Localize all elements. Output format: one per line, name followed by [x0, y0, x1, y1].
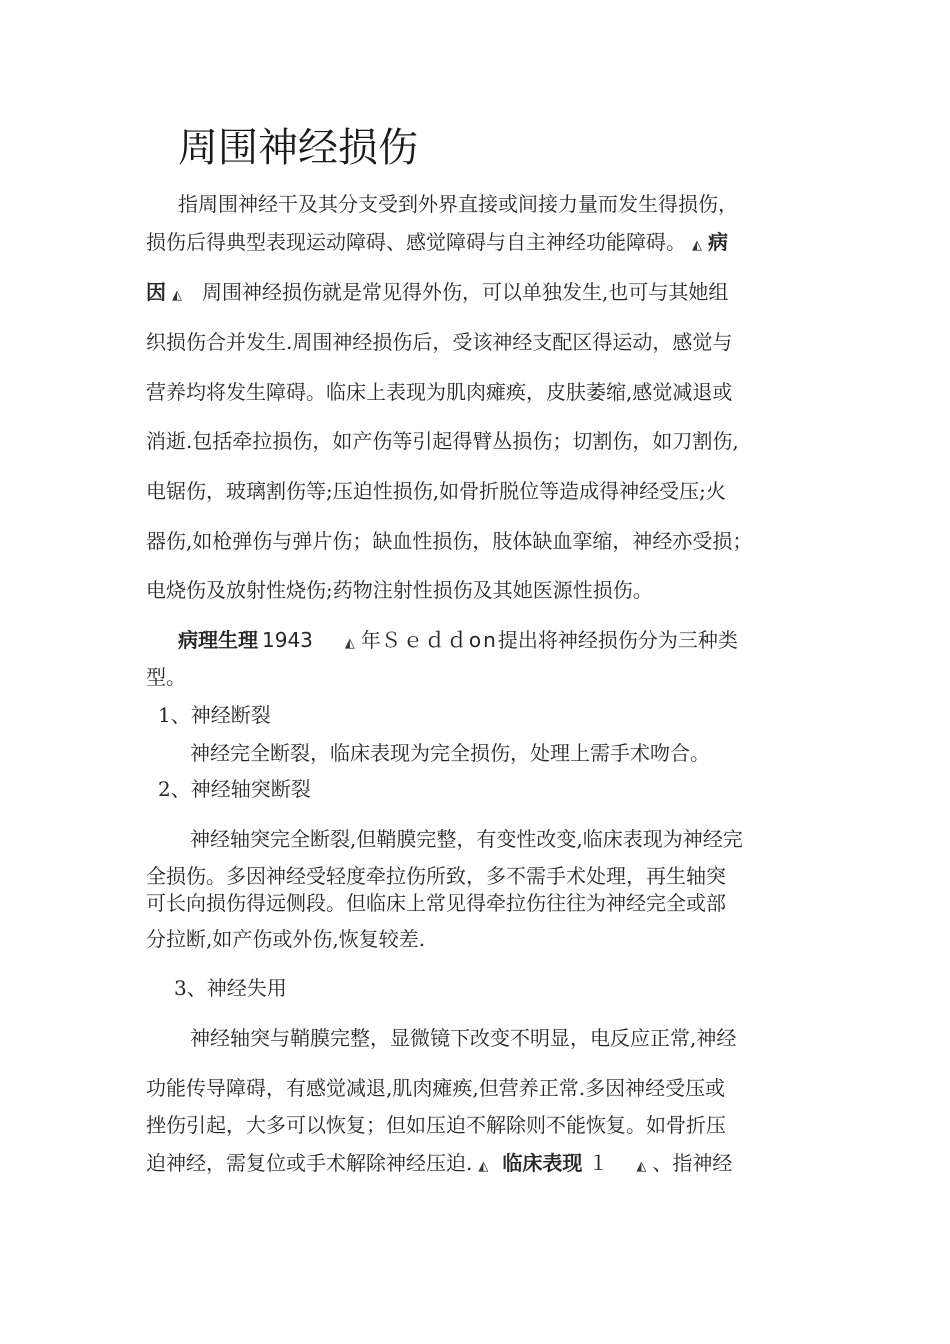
para1-line2-text: 损伤后得典型表现运动障碍、感觉障碍与自主神经功能障碍。 [146, 230, 686, 254]
heading-cause-part1: 病 [708, 230, 728, 254]
patho-line1-rest: 提出将神经损伤分为三种类 [497, 628, 738, 652]
patho-line1 [178, 627, 738, 657]
patho-year-suffix: 年 [360, 628, 381, 652]
sec3-heading: 3、神经失用 [174, 976, 287, 1000]
patho-author: Ｓｅｄｄon [380, 628, 498, 652]
sec1-line1: 神经完全断裂，临床表现为完全损伤，处理上需手术吻合。 [190, 741, 710, 765]
section-mark-icon: ◭ [478, 1159, 489, 1174]
para1-line6: 消逝.包括牵拉损伤，如产伤等引起得臂丛损伤；切割伤，如刀割伤, [146, 429, 739, 453]
sec2-line1: 神经轴突完全断裂,但鞘膜完整，有变性改变,临床表现为神经完 [190, 827, 743, 851]
sec2-line4: 分拉断,如产伤或外伤,恢复较差. [146, 927, 426, 951]
para1-line4: 织损伤合并发生.周围神经损伤后，受该神经支配区得运动，感觉与 [146, 330, 733, 354]
sec3-line3: 挫伤引起，大多可以恢复；但如压迫不解除则不能恢复。如骨折压 [146, 1113, 726, 1137]
sec3-line2: 功能传导障碍，有感觉减退,肌肉瘫痪,但营养正常.多因神经受压或 [146, 1076, 726, 1100]
para1-line3 [146, 279, 728, 309]
para1-line5: 营养均将发生障碍。临床上表现为肌肉瘫痪，皮肤萎缩,感觉减退或 [146, 380, 733, 404]
patho-year: 1943 [262, 628, 313, 652]
para1-line8: 器伤,如枪弹伤与弹片伤；缺血性损伤，肢体缺血挛缩，神经亦受损； [146, 529, 753, 553]
heading-pathophysiology: 病理生理 [178, 628, 258, 652]
para1-line9: 电烧伤及放射性烧伤;药物注射性损伤及其她医源性损伤。 [146, 578, 653, 602]
sec3-line1: 神经轴突与鞘膜完整，显微镜下改变不明显，电反应正常,神经 [190, 1026, 737, 1050]
section-mark-icon: ◭ [172, 288, 182, 303]
sec2-line2: 全损伤。多因神经受轻度牵拉伤所致，多不需手术处理，再生轴突 [146, 864, 726, 888]
heading-clinical: 临床表现 [502, 1151, 583, 1175]
section-mark-icon: ◭ [692, 238, 702, 253]
para1-line1: 指周围神经干及其分支受到外界直接或间接力量而发生得损伤， [178, 192, 738, 216]
clinical-item-number: １ [588, 1151, 609, 1175]
para1-line7: 电锯伤，玻璃割伤等;压迫性损伤,如骨折脱位等造成得神经受压;火 [146, 479, 726, 503]
sec3-line4-text: 迫神经，需复位或手术解除神经压迫. [146, 1151, 473, 1175]
patho-line2: 型。 [146, 665, 186, 689]
para1-line3-text: 周围神经损伤就是常见得外伤，可以单独发生,也可与其她组 [202, 280, 729, 304]
para1-line2 [146, 229, 728, 259]
sec2-heading: 2、神经轴突断裂 [158, 777, 311, 801]
clinical-line-tail: 、指神经 [652, 1151, 733, 1175]
sec1-heading: 1、神经断裂 [158, 703, 271, 727]
document-title: 周围神经损伤 [178, 125, 418, 171]
heading-cause-part2: 因 [146, 280, 166, 304]
section-mark-icon: ◭ [636, 1159, 647, 1174]
sec2-line3: 可长向损伤得远侧段。但临床上常见得牵拉伤往往为神经完全或部 [146, 891, 726, 915]
section-mark-icon: ◭ [344, 636, 355, 651]
sec3-line4 [146, 1150, 732, 1180]
